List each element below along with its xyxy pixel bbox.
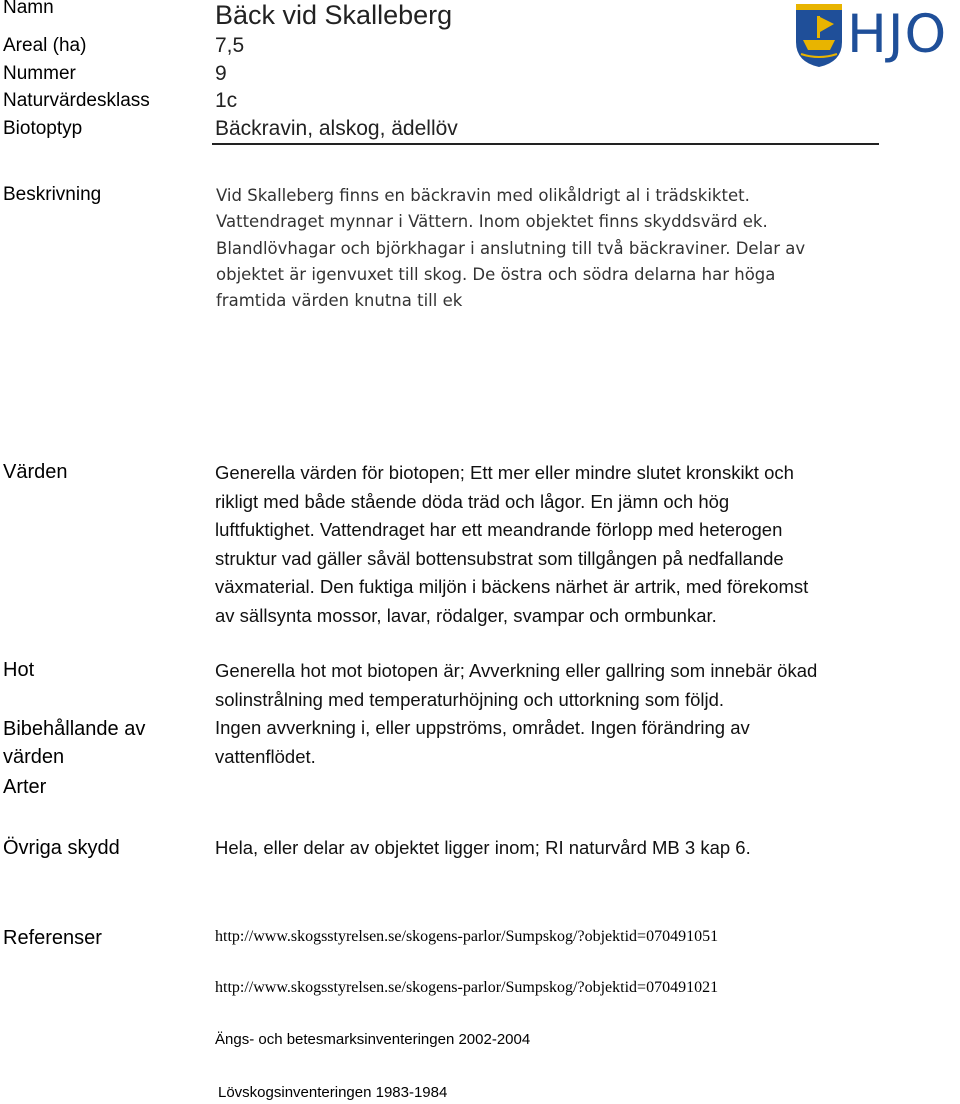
varden-line: rikligt med både stående döda träd och lågor. En jämn och hög bbox=[215, 490, 730, 512]
value-areal: 7,5 bbox=[215, 34, 245, 57]
label-beskrivning: Beskrivning bbox=[3, 184, 102, 205]
label-bibehallande-line1: Bibehållande av bbox=[3, 718, 146, 740]
value-nummer: 9 bbox=[215, 62, 227, 85]
reference-link[interactable]: http://www.skogsstyrelsen.se/skogens-parlor/Sumpskog/?objektid=070491021 bbox=[215, 979, 719, 996]
beskrivning-line: Vattendraget mynnar i Vättern. Inom objektet finns skyddsvärd ek. bbox=[216, 212, 768, 232]
header-divider bbox=[212, 143, 879, 145]
label-nummer: Nummer bbox=[3, 63, 76, 84]
reference-link[interactable]: http://www.skogsstyrelsen.se/skogens-parlor/Sumpskog/?objektid=070491051 bbox=[215, 928, 719, 945]
label-bibehallande-line2: värden bbox=[3, 746, 65, 768]
beskrivning-line: framtida värden knutna till ek bbox=[216, 291, 463, 311]
bibehallande-line: Ingen avverkning i, eller uppströms, området. Ingen förändring av bbox=[215, 717, 750, 738]
hot-line: Generella hot mot biotopen är; Avverkning eller gallring som innebär ökad bbox=[215, 660, 818, 681]
varden-line: växmaterial. Den fuktiga miljön i bäckens närhet är artrik, med förekomst bbox=[215, 576, 809, 597]
reference-item: Lövskogsinventeringen 1983-1984 bbox=[218, 1084, 448, 1101]
hjo-coat-of-arms-icon bbox=[794, 2, 844, 68]
varden-line: luftfuktighet. Vattendraget har ett meandrande förlopp med heterogen bbox=[215, 519, 783, 540]
ovriga-skydd-value: Hela, eller delar av objektet ligger inom; RI naturvård MB 3 kap 6. bbox=[215, 837, 751, 858]
varden-line: av sällsynta mossor, lavar, rödalger, svampar och ormbunkar. bbox=[215, 604, 717, 626]
label-naturvardesklass: Naturvärdesklass bbox=[3, 90, 150, 111]
value-naturvardesklass: 1c bbox=[215, 89, 238, 112]
beskrivning-line: Vid Skalleberg finns en bäckravin med olikåldrigt al i trädskiktet. bbox=[216, 186, 750, 205]
label-bibehallande bbox=[3, 715, 145, 771]
bibehallande-line: vattenflödet. bbox=[215, 745, 316, 767]
label-referenser: Referenser bbox=[3, 927, 102, 949]
label-arter: Arter bbox=[3, 776, 47, 798]
bibehallande-text bbox=[215, 714, 750, 771]
varden-line: Generella värden för biotopen; Ett mer eller mindre slutet kronskikt och bbox=[215, 462, 794, 483]
label-namn: Namn bbox=[3, 0, 54, 18]
varden-text bbox=[215, 459, 808, 630]
logo-text: HJO bbox=[847, 4, 948, 65]
varden-line: struktur vad gäller såväl bottensubstrat som tillgången på nedfallande bbox=[215, 547, 784, 569]
label-biotoptyp: Biotoptyp bbox=[3, 118, 83, 139]
label-hot: Hot bbox=[3, 659, 35, 681]
label-areal: Areal (ha) bbox=[3, 35, 87, 56]
hot-text bbox=[215, 657, 817, 714]
value-namn: Bäck vid Skalleberg bbox=[215, 0, 453, 30]
value-biotoptyp: Bäckravin, alskog, ädellöv bbox=[215, 117, 458, 140]
label-ovriga-skydd: Övriga skydd bbox=[3, 837, 120, 859]
hjo-logo bbox=[792, 2, 958, 68]
beskrivning-text bbox=[216, 183, 805, 314]
hot-line: solinstrålning med temperaturhöjning och uttorkning som följd. bbox=[215, 688, 725, 710]
label-varden: Värden bbox=[3, 461, 68, 483]
beskrivning-line: Blandlövhagar och björkhagar i anslutning till två bäckraviner. Delar av bbox=[216, 238, 806, 258]
reference-item: Ängs- och betesmarksinventeringen 2002-2004 bbox=[215, 1031, 531, 1048]
beskrivning-line: objektet är igenvuxet till skog. De östra och södra delarna har höga bbox=[216, 264, 776, 284]
